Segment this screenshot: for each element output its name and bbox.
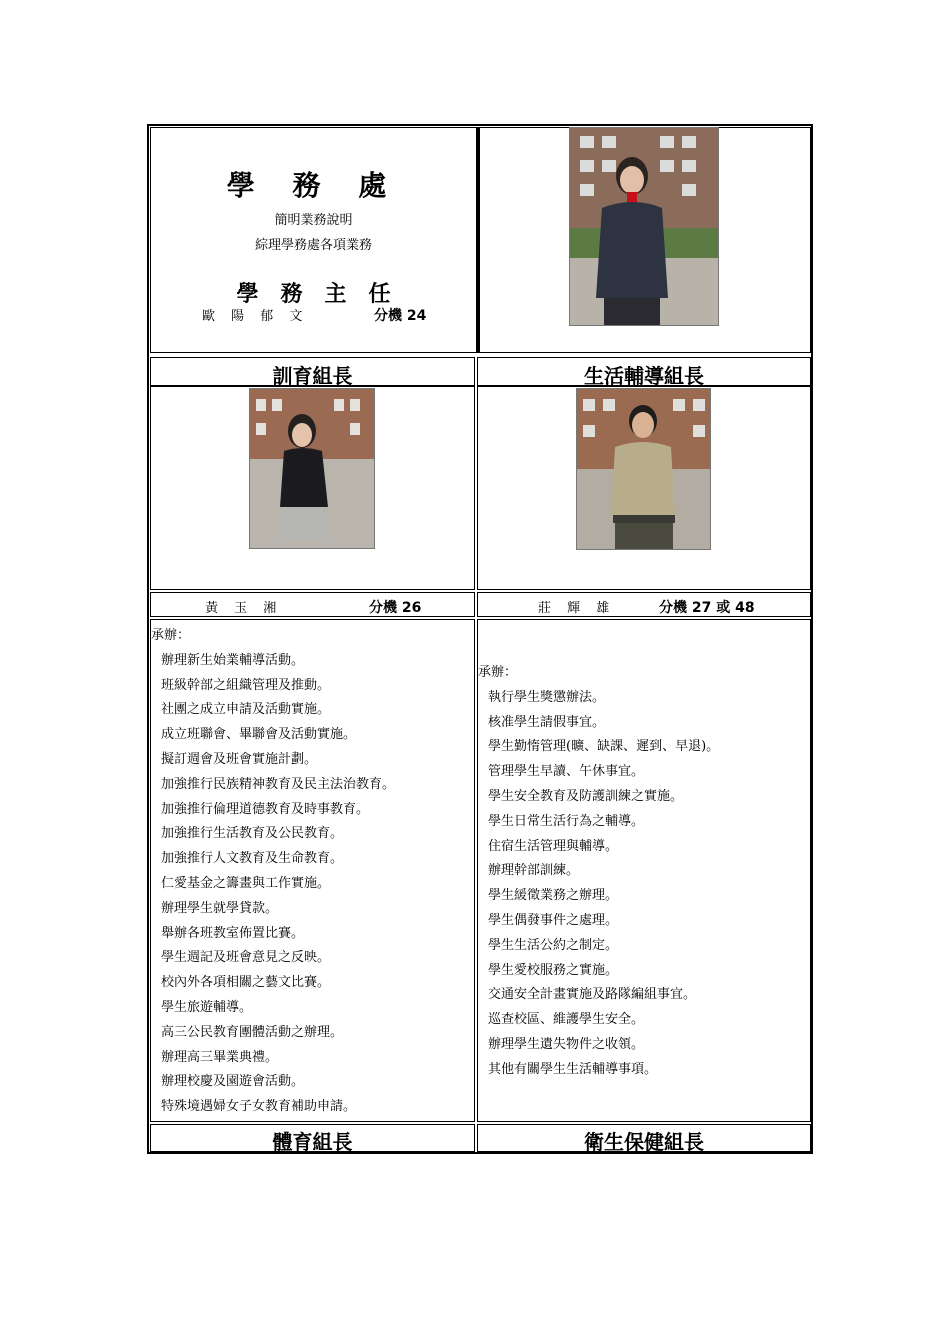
list-item: 加強推行人文教育及生命教育。 [161, 851, 344, 867]
list-item: 學生偶發事件之處理。 [488, 912, 619, 928]
list-item: 住宿生活管理與輔導。 [488, 838, 619, 854]
office-title: 學 務 處 [226, 169, 401, 202]
director-role: 學 務 主 任 [236, 281, 391, 307]
list-item: 辦理校慶及園遊會活動。 [161, 1074, 305, 1090]
discipline-duties [151, 624, 395, 1120]
list-item: 社團之成立申請及活動實施。 [161, 702, 331, 718]
list-item: 辦理新生始業輔導活動。 [161, 652, 305, 668]
director-name: 歐 陽 郁 文 [202, 309, 309, 324]
life-guidance-name: 莊 輝 雄 [538, 601, 616, 616]
list-item: 辦理學生就學貸款。 [161, 900, 279, 916]
pe-header: 體育組長 [272, 1130, 353, 1154]
discipline-name-cell [150, 592, 475, 617]
list-item: 巡查校區、維護學生安全。 [488, 1012, 645, 1028]
discipline-duties-intro: 承辦： [151, 628, 191, 643]
list-item: 成立班聯會、畢聯會及活動實施。 [161, 727, 357, 743]
list-item: 加強推行倫理道德教育及時事教育。 [161, 801, 370, 817]
list-item: 校內外各項相關之藝文比賽。 [161, 975, 331, 991]
life-guidance-header: 生活輔導組長 [584, 364, 704, 388]
life-guidance-photo [576, 388, 711, 550]
list-item: 辦理高三畢業典禮。 [161, 1049, 279, 1065]
list-item: 核准學生請假事宜。 [488, 714, 606, 730]
list-item: 學生緩徵業務之辦理。 [488, 888, 619, 904]
discipline-photo [249, 388, 375, 549]
life-guidance-duties-intro: 承辦： [478, 665, 518, 680]
list-item: 其他有關學生生活輔導事項。 [488, 1061, 658, 1077]
list-item: 高三公民教育團體活動之辦理。 [161, 1024, 344, 1040]
list-item: 學生安全教育及防護訓練之實施。 [488, 788, 684, 804]
list-item: 學生週記及班會意見之反映。 [161, 950, 331, 966]
discipline-extension: 分機 26 [369, 600, 422, 616]
list-item: 學生生活公約之制定。 [488, 937, 619, 953]
list-item: 加強推行民族精神教育及民主法治教育。 [161, 776, 396, 792]
life-guidance-duties [478, 661, 719, 1083]
office-subtitle: 簡明業務說明 [274, 213, 353, 228]
discipline-header: 訓育組長 [272, 364, 353, 388]
list-item: 舉辦各班教室佈置比賽。 [161, 925, 305, 941]
list-item: 管理學生早讀、午休事宜。 [488, 764, 645, 780]
list-item: 學生愛校服務之實施。 [488, 962, 619, 978]
column-divider-top [477, 127, 479, 353]
life-guidance-name-cell [477, 592, 811, 617]
list-item: 擬訂週會及班會實施計劃。 [161, 751, 318, 767]
list-item: 辦理學生遺失物件之收領。 [488, 1036, 645, 1052]
health-header: 衛生保健組長 [584, 1130, 704, 1154]
office-summary: 綜理學務處各項業務 [254, 238, 372, 253]
list-item: 執行學生獎懲辦法。 [488, 689, 606, 705]
director-photo [569, 127, 719, 326]
life-guidance-extension: 分機 27 或 48 [659, 600, 755, 616]
list-item: 學生日常生活行為之輔導。 [488, 813, 645, 829]
discipline-name: 黃 玉 湘 [205, 601, 283, 616]
list-item: 學生旅遊輔導。 [161, 999, 253, 1015]
list-item: 交通安全計畫實施及路隊編組事宜。 [488, 987, 697, 1003]
list-item: 班級幹部之組織管理及推動。 [161, 677, 331, 693]
list-item: 仁愛基金之籌畫與工作實施。 [161, 875, 331, 891]
list-item: 學生勤惰管理(曠、缺課、遲到、早退)。 [488, 739, 720, 755]
director-extension: 分機 24 [374, 308, 427, 324]
list-item: 辦理幹部訓練。 [488, 863, 580, 879]
list-item: 加強推行生活教育及公民教育。 [161, 826, 344, 842]
list-item: 特殊境遇婦女子女教育補助申請。 [161, 1099, 357, 1115]
